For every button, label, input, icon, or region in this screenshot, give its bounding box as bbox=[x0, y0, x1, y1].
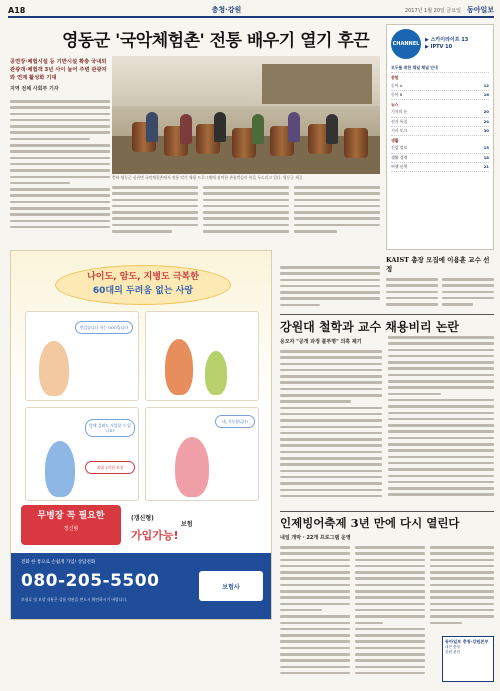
article1-body-col4 bbox=[294, 186, 380, 242]
issue-date: 2017년 1월 20일 금요일 bbox=[404, 7, 461, 14]
ad-call-pre: 전화 한 통으로 손쉽게 가입! 상담전화 bbox=[21, 560, 96, 565]
ad-character-agent bbox=[45, 441, 75, 497]
ad-headline2: 60대의 두려움 없는 사랑 bbox=[92, 286, 194, 296]
channel-logo-icon: CHANNEL bbox=[391, 29, 421, 59]
article3-body-col1 bbox=[280, 546, 350, 686]
sidebar-title-line2: ▶ IPTV 10 bbox=[425, 44, 453, 50]
table-row: 동아 A 12 bbox=[391, 81, 489, 90]
table-row: 기자의 눈 20 bbox=[391, 108, 489, 117]
article1-headline: 영동군 '국악체험촌' 전통 배우기 열기 후끈 bbox=[62, 31, 370, 51]
article1-lead: 공연장·체험시설 등 기반시설 확충 국내외 관광객·체험객 3년 사이 늘어 주변 관광지와 연계 활성화 기대 bbox=[10, 59, 107, 81]
article2-body-col1 bbox=[280, 350, 382, 510]
ad-call-bar[interactable] bbox=[11, 553, 272, 620]
article2-headline: 강원대 철학과 교수 채용비리 논란 bbox=[280, 320, 460, 334]
ad-sub-line2: 보험 bbox=[181, 521, 193, 528]
table-row: 여행 산책 21 bbox=[391, 163, 489, 172]
ad-comic bbox=[25, 311, 259, 501]
side-article-headline: KAIST 총장 모집에 이용훈 교수 선정 bbox=[386, 256, 490, 273]
section-divider bbox=[280, 511, 494, 512]
side-article bbox=[386, 256, 494, 274]
insurance-ad[interactable] bbox=[10, 250, 272, 620]
side-article-col2 bbox=[442, 278, 494, 312]
article2-subheadline: 응모자 "공개 과정 불투명" 의혹 제기 bbox=[280, 339, 362, 345]
table-row: 건강 정보 15 bbox=[391, 144, 489, 153]
ad-bubble-3: 네, 가능합니다! bbox=[215, 415, 255, 428]
group-label: 뉴스 bbox=[391, 102, 399, 108]
ad-call-note: 보험료 및 보장 내용은 상품 약관을 반드시 확인하시기 바랍니다. bbox=[21, 597, 128, 602]
ad-phone-number[interactable]: 080-205-5500 bbox=[21, 571, 160, 591]
table-row: 선거 특집 24 bbox=[391, 118, 489, 127]
article1-body-col3 bbox=[203, 186, 289, 242]
infobox-line1: 대전 충청 bbox=[445, 645, 461, 649]
article3-body-col2 bbox=[355, 546, 425, 686]
ad-headline1: 나이도, 암도, 지병도 극복한 bbox=[87, 272, 199, 282]
sidebar-title-line1: ▶ 스카이라이프 13 bbox=[425, 37, 469, 43]
article1-body-col2 bbox=[112, 186, 198, 242]
section-title: 충청·강원 bbox=[211, 6, 242, 14]
paper-logo: 동아일보 bbox=[466, 6, 494, 14]
channel-sidebar bbox=[386, 24, 494, 250]
ad-sub-line3: 가입가능! bbox=[131, 529, 179, 542]
photo-caption: 충북 영동군 심천면 국악체험촌에서 전통 악기 체험 프로그램에 참여한 관광객들이 북을 두드리고 있다. 영동군 제공 bbox=[112, 175, 303, 180]
infobox-title: 동아일보 충청·강원본부 bbox=[445, 639, 489, 644]
article3-subheadline: 내일 개막 · 22개 프로그램 운영 bbox=[280, 535, 351, 541]
ad-main-banner: 무병장 꼭 필요한 갱신형 bbox=[21, 505, 121, 545]
page-number: A18 bbox=[8, 5, 26, 15]
page-header bbox=[8, 4, 494, 18]
ad-character-woman bbox=[165, 339, 193, 395]
article1-body-col5 bbox=[280, 266, 380, 312]
ad-bubble-1: 반갑습니다 저는 OOO입니다 bbox=[75, 321, 133, 334]
bureau-infobox bbox=[442, 636, 494, 682]
ad-character-mascot bbox=[205, 351, 227, 395]
ad-sub-line1: (갱신형) bbox=[131, 515, 154, 522]
table-row: 시사 토크 30 bbox=[391, 127, 489, 136]
ad-bubble-2: 암에 걸려도 가입할 수 있나요? bbox=[85, 419, 135, 437]
side-article-col1 bbox=[386, 278, 438, 312]
article2-body-col2 bbox=[388, 336, 494, 510]
ad-brand-logo: 보험사 bbox=[199, 571, 263, 601]
infobox-line2: 강원 춘천 bbox=[445, 650, 461, 654]
table-row: 생활 경제 18 bbox=[391, 154, 489, 163]
article1-byline: 지역 전체 사회부 기자 bbox=[10, 86, 59, 92]
article1-body-col1 bbox=[10, 100, 110, 242]
channel-table bbox=[391, 64, 489, 172]
article1-photo bbox=[112, 56, 380, 174]
section-divider bbox=[280, 314, 494, 315]
group-label: 생활 bbox=[391, 138, 399, 144]
group-label: 종합 bbox=[391, 75, 399, 81]
sidebar-subtitle: 모두를 위한 채널 채널 안내 bbox=[391, 64, 489, 73]
article3-headline: 인제빙어축제 3년 만에 다시 열린다 bbox=[280, 516, 460, 530]
ad-bubble-4: 최대 1억원 보장 bbox=[85, 461, 135, 474]
ad-character-man bbox=[39, 341, 69, 396]
table-row: 동아 B 16 bbox=[391, 91, 489, 100]
article3-body-col3 bbox=[430, 546, 494, 632]
ad-character-couple bbox=[175, 437, 209, 497]
